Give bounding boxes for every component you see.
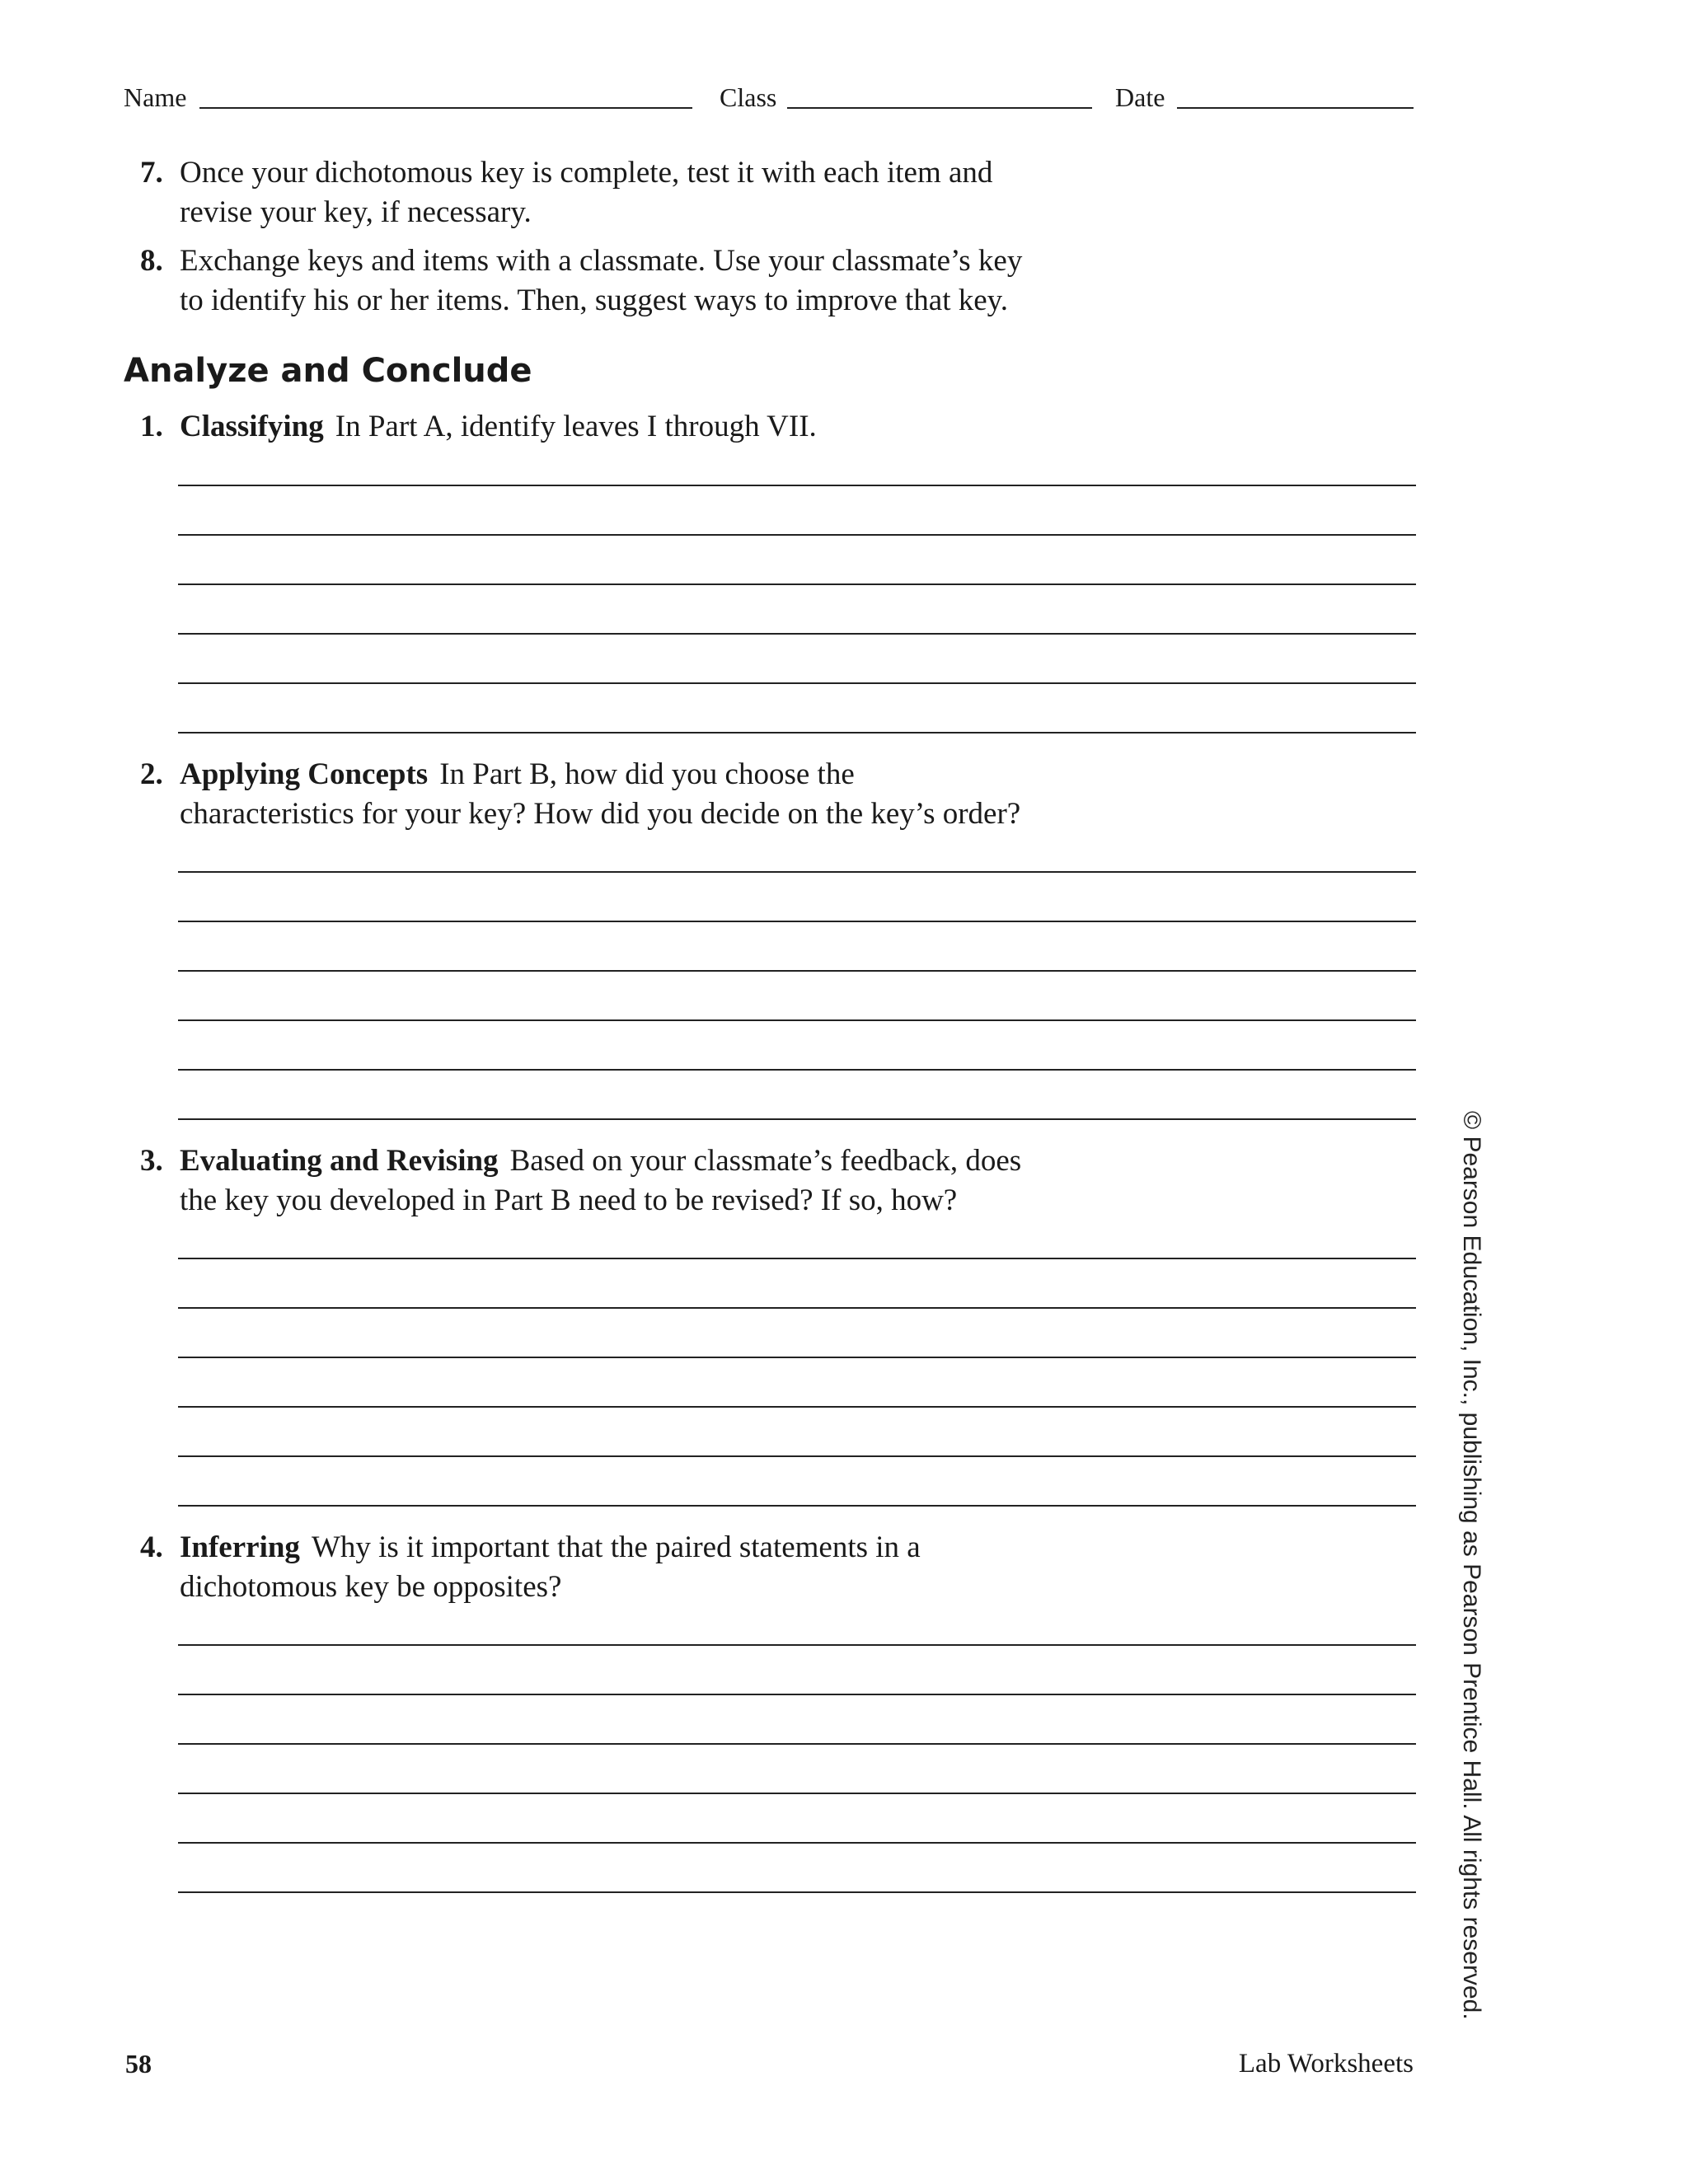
step-text-line: Once your dichotomous key is complete, test it with each item and	[180, 156, 993, 190]
answer-line[interactable]	[178, 1069, 1416, 1071]
procedure-step	[140, 153, 1121, 232]
copyright-notice	[1453, 1111, 1489, 2020]
question-text-line: dichotomous key be opposites?	[180, 1570, 562, 1604]
section-heading: Analyze and Conclude	[124, 352, 532, 390]
worksheet-header	[124, 79, 1414, 115]
class-label: Class	[720, 82, 777, 112]
question-3	[140, 1141, 1121, 1221]
answer-line[interactable]	[178, 1891, 1416, 1893]
answer-line[interactable]	[178, 633, 1416, 635]
page-number: 58	[125, 2049, 152, 2079]
answer-line[interactable]	[178, 871, 1416, 873]
answer-line[interactable]	[178, 1118, 1416, 1120]
answer-line[interactable]	[178, 1019, 1416, 1021]
question-skill: Evaluating and Revising	[180, 1144, 499, 1178]
procedure-step	[140, 241, 1121, 321]
answer-line[interactable]	[178, 1307, 1416, 1309]
question-skill: Applying Concepts	[180, 757, 429, 791]
copyright-text: © Pearson Education, Inc., publishing as Pearson Prentice Hall. All rights reserved.	[1458, 1111, 1485, 2020]
book-title: Lab Worksheets	[1238, 2049, 1414, 2079]
answer-line[interactable]	[178, 1258, 1416, 1259]
date-label: Date	[1115, 82, 1165, 112]
answer-line[interactable]	[178, 1694, 1416, 1695]
question-skill: Classifying	[180, 410, 324, 443]
answer-line[interactable]	[178, 970, 1416, 972]
question-text-line: characteristics for your key? How did you decide on the key’s order?	[180, 797, 1021, 831]
answer-line[interactable]	[178, 1793, 1416, 1794]
name-blank[interactable]	[199, 107, 692, 109]
class-field	[720, 79, 1092, 115]
step-number: 8.	[140, 244, 163, 278]
step-text-line: Exchange keys and items with a classmate. Use your classmate’s key	[180, 244, 1023, 278]
answer-line[interactable]	[178, 1406, 1416, 1408]
answer-line[interactable]	[178, 485, 1416, 486]
question-text-line: Based on your classmate’s feedback, does	[509, 1144, 1022, 1178]
question-number: 2.	[140, 757, 163, 791]
name-field	[124, 79, 692, 115]
answer-line[interactable]	[178, 732, 1416, 733]
answer-line[interactable]	[178, 1743, 1416, 1745]
question-text-line: Why is it important that the paired statements in a	[311, 1530, 921, 1564]
answer-line[interactable]	[178, 1505, 1416, 1507]
answer-line[interactable]	[178, 921, 1416, 922]
question-number: 1.	[140, 410, 163, 443]
answer-line[interactable]	[178, 534, 1416, 536]
step-number: 7.	[140, 156, 163, 190]
question-text-line: In Part B, how did you choose the	[439, 757, 855, 791]
date-field	[1115, 79, 1414, 115]
name-label: Name	[124, 82, 187, 112]
question-text-line: the key you developed in Part B need to be revised? If so, how?	[180, 1183, 958, 1217]
answer-line[interactable]	[178, 1842, 1416, 1844]
answer-line[interactable]	[178, 1644, 1416, 1646]
question-1	[140, 407, 1121, 447]
answer-line[interactable]	[178, 682, 1416, 684]
answer-line[interactable]	[178, 583, 1416, 585]
step-text-line: to identify his or her items. Then, suggest ways to improve that key.	[180, 284, 1008, 317]
question-number: 3.	[140, 1144, 163, 1178]
date-blank[interactable]	[1177, 107, 1414, 109]
class-blank[interactable]	[787, 107, 1092, 109]
step-text-line: revise your key, if necessary.	[180, 195, 532, 229]
question-4	[140, 1528, 1121, 1607]
question-number: 4.	[140, 1530, 163, 1564]
question-text-line: In Part A, identify leaves I through VII.	[335, 410, 817, 443]
question-2	[140, 755, 1121, 834]
question-skill: Inferring	[180, 1530, 300, 1564]
answer-line[interactable]	[178, 1455, 1416, 1457]
answer-line[interactable]	[178, 1357, 1416, 1358]
